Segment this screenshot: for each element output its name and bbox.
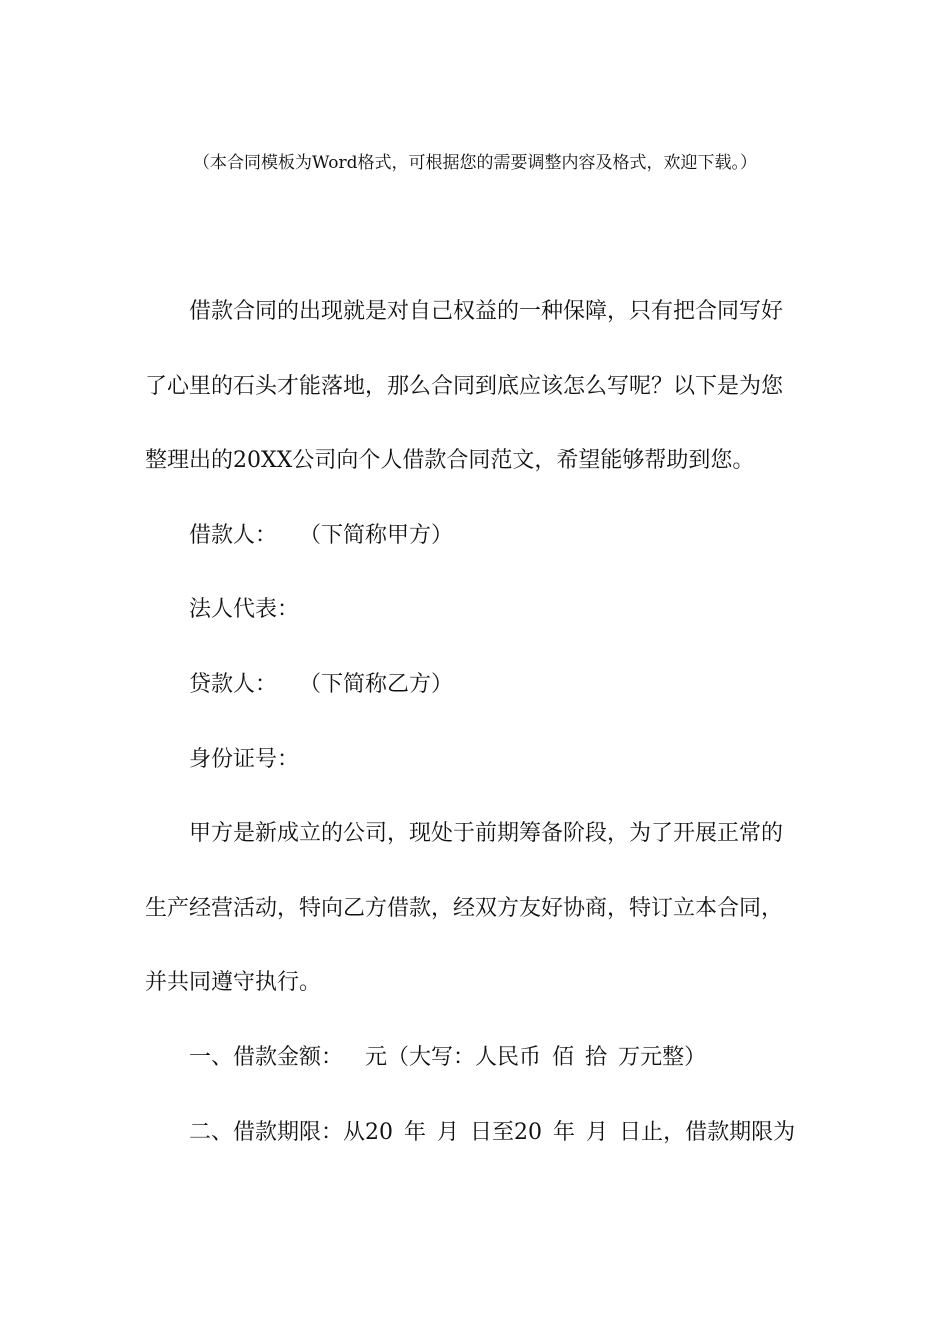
- amount-label: 一、借款金额：: [189, 1044, 344, 1070]
- clause-term: [145, 1116, 805, 1191]
- borrower-note: （下简称甲方）: [299, 522, 454, 548]
- term-label: 二、借款期限：从20: [189, 1119, 393, 1145]
- term-month-1: 月: [437, 1119, 460, 1145]
- term-end: 日止，借款期限为: [619, 1119, 796, 1145]
- lender-note: （下简称乙方）: [299, 671, 454, 697]
- amount-shi: 拾: [585, 1044, 608, 1070]
- term-month-2: 月: [586, 1119, 609, 1145]
- clause-amount: [145, 1041, 805, 1116]
- lender-line: [145, 668, 805, 743]
- legal-rep-label: 法人代表：: [189, 597, 300, 623]
- purpose-line-1: 甲方是新成立的公司，现处于前期筹备阶段，为了开展正常的: [189, 821, 784, 847]
- amount-end: 万元整）: [618, 1044, 707, 1070]
- intro-line-1: 借款合同的出现就是对自己权益的一种保障，只有把合同写好: [189, 299, 784, 324]
- term-day-to: 日至20: [470, 1119, 543, 1145]
- borrower-line: [145, 519, 805, 594]
- borrower-label: 借款人：: [189, 522, 278, 548]
- lender-label: 贷款人：: [189, 671, 278, 697]
- amount-bai: 佰: [552, 1044, 575, 1070]
- purpose-line-3: 并共同遵守执行。: [145, 970, 322, 996]
- term-year-2: 年: [553, 1119, 576, 1145]
- purpose-line-2: 生产经营活动，特向乙方借款，经双方友好协商，特订立本合同，: [145, 895, 784, 921]
- id-number-label: 身份证号：: [189, 746, 300, 772]
- contract-body: [145, 295, 805, 1190]
- id-number-line: [145, 743, 805, 818]
- legal-rep-line: [145, 593, 805, 668]
- intro-line-2: 了心里的石头才能落地，那么合同到底应该怎么写呢？以下是为您: [145, 373, 784, 399]
- term-year-1: 年: [404, 1119, 427, 1145]
- intro-line-3: 整理出的20XX公司向个人借款合同范文，希望能够帮助到您。: [145, 448, 755, 474]
- template-note: （本合同模板为Word格式，可根据您的需要调整内容及格式，欢迎下载。）: [192, 153, 758, 173]
- amount-yuan: 元（大写：人民币: [365, 1044, 542, 1070]
